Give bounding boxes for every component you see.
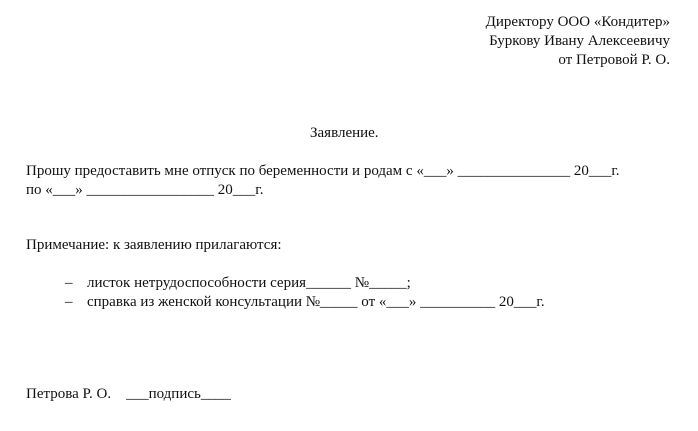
recipient-line-2: Буркову Ивану Алексеевичу [489, 33, 670, 49]
note-heading: Примечание: к заявлению прилагаются: [26, 237, 282, 253]
attachment-text: справка из женской консультации №_____ от «___» __________ 20___г. [87, 294, 545, 310]
attachment-item [50, 275, 545, 329]
document-title: Заявление. [310, 125, 379, 141]
signature-line: Петрова Р. О. ___подпись____ [26, 386, 231, 402]
sender-line: от Петровой Р. О. [558, 52, 670, 68]
recipient-line-1: Директору ООО «Кондитер» [485, 14, 670, 30]
dash-marker: – [65, 294, 73, 310]
dash-marker: – [65, 275, 73, 291]
request-line-1: Прошу предоставить мне отпуск по беременности и родам с «___» _______________ 20___г. [26, 163, 620, 179]
request-line-2: по «___» _________________ 20___г. [26, 182, 264, 198]
attachment-text: листок нетрудоспособности серия______ №_____; [87, 275, 411, 291]
